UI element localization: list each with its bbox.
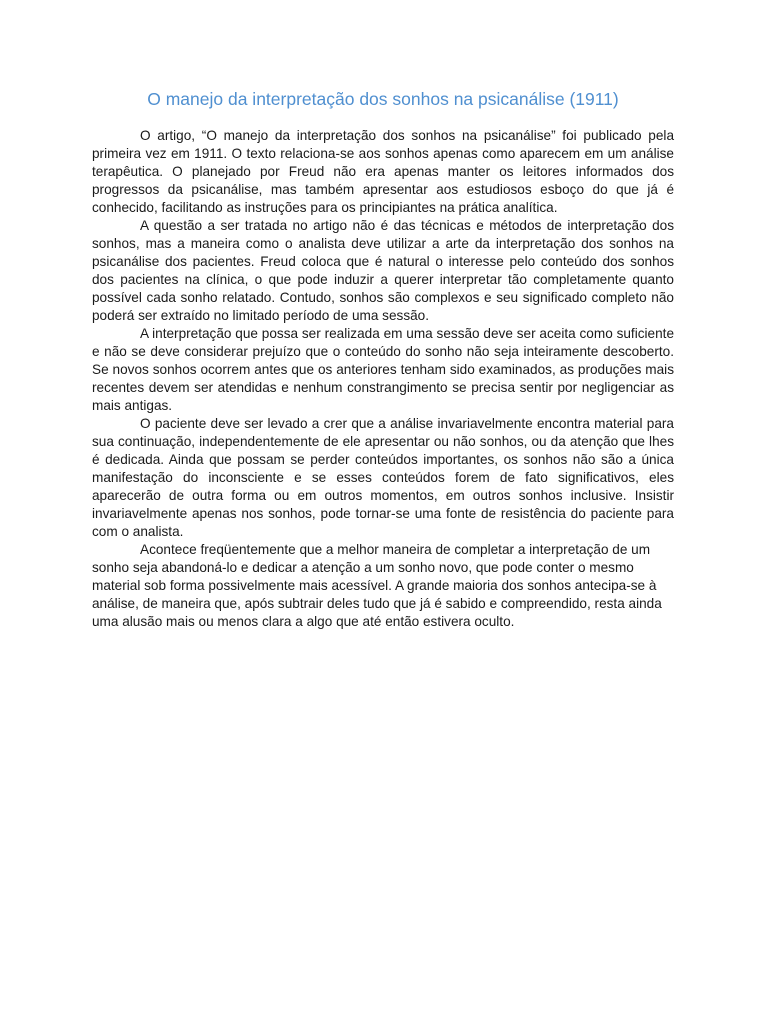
document-page: [92, 88, 674, 631]
paragraph-1: O artigo, “O manejo da interpretação dos sonhos na psicanálise” foi publicado pela primeira vez em 1911. O texto relaciona-se aos sonhos apenas como aparecem em um análise terapêutica. O planejado por Freud não era apenas manter os leitores informados dos progressos da psicanálise, mas também apresentar aos estudiosos esboço do que já é conhecido, facilitando as instruções para os principiantes na prática analítica.: [92, 128, 674, 215]
paragraph-5: Acontece freqüentemente que a melhor maneira de completar a interpretação de um sonho seja abandoná-lo e dedicar a atenção a um sonho novo, que pode conter o mesmo material sob forma possivelmente mais acessível. A grande maioria dos sonhos antecipa-se à análise, de maneira que, após subtrair deles tudo que já é sabido e compreendido, resta ainda uma alusão mais ou menos clara a algo que até então estivera oculto.: [92, 542, 662, 629]
paragraph-3: A interpretação que possa ser realizada em uma sessão deve ser aceita como suficiente e não se deve considerar prejuízo que o conteúdo do sonho não seja inteiramente descoberto. Se novos sonhos ocorrem antes que os anteriores tenham sido examinados, as produções mais recentes devem ser atendidas e nenhum constrangimento se precisa sentir por negligenciar as mais antigas.: [92, 326, 674, 413]
document-title: O manejo da interpretação dos sonhos na psicanálise (1911): [147, 89, 619, 109]
paragraph-2: A questão a ser tratada no artigo não é das técnicas e métodos de interpretação dos sonhos, mas a maneira como o analista deve utilizar a arte da interpretação dos sonhos na psicanálise dos pacientes. Freud coloca que é natural o interesse pelo conteúdo dos sonhos dos pacientes na clínica, o que pode induzir a querer interpretar tão completamente quanto possível cada sonho relatado. Contudo, sonhos são complexos e seu significado completo não poderá ser extraído no limitado período de uma sessão.: [92, 218, 674, 323]
paragraph-4: O paciente deve ser levado a crer que a análise invariavelmente encontra material para sua continuação, independentemente de ele apresentar ou não sonhos, ou da atenção que lhes é dedicada. Ainda que possam se perder conteúdos importantes, os sonhos não são a única manifestação do inconsciente e se esses conteúdos forem de fato significativos, eles aparecerão de outra forma ou em outros momentos, em outros sonhos inclusive. Insistir invariavelmente apenas nos sonhos, pode tornar-se uma fonte de resistência do paciente para com o analista.: [92, 416, 674, 539]
